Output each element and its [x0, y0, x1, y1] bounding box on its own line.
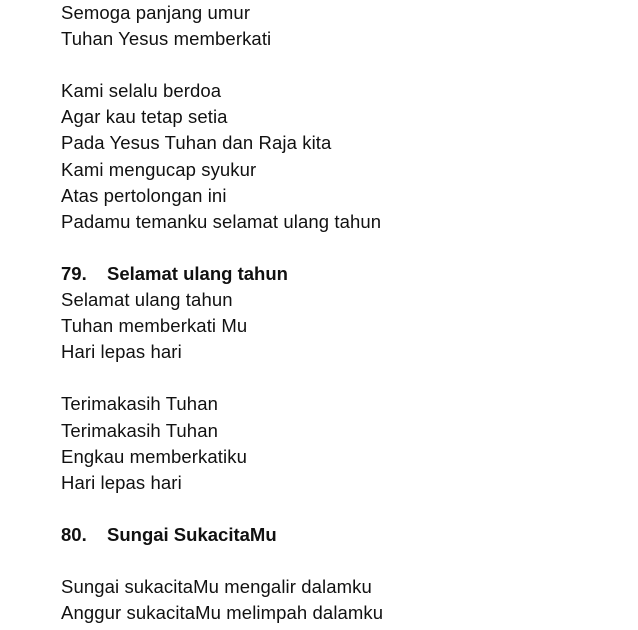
- lyric-line: Kami mengucap syukur: [61, 158, 257, 180]
- song-title: Selamat ulang tahun: [107, 262, 288, 284]
- lyric-line: Engkau memberkatiku: [61, 445, 247, 467]
- song-title: Sungai SukacitaMu: [107, 523, 277, 545]
- lyric-line: Terimakasih Tuhan: [61, 419, 218, 441]
- lyrics-page: [61, 0, 621, 626]
- song-78-stanza-2: [61, 78, 621, 235]
- stanza-spacer: [61, 235, 621, 261]
- lyric-line: Tuhan Yesus memberkati: [61, 28, 272, 50]
- lyric-line: Hari lepas hari: [61, 341, 182, 363]
- lyric-line: Agar kau tetap setia: [61, 106, 228, 128]
- stanza-spacer: [61, 52, 621, 78]
- lyric-line: Kami selalu berdoa: [61, 80, 222, 102]
- lyric-line: Tuhan memberkati Mu: [61, 315, 248, 337]
- song-78-stanza-1: [61, 0, 621, 52]
- lyric-line: Selamat ulang tahun: [61, 289, 233, 311]
- lyric-line: Atas pertolongan ini: [61, 184, 227, 206]
- song-79-heading: [61, 261, 621, 287]
- lyric-line: Sungai sukacitaMu mengalir dalamku: [61, 576, 372, 598]
- song-79-stanza-2: [61, 391, 621, 495]
- lyric-line: Anggur sukacitaMu melimpah dalamku: [61, 602, 384, 624]
- stanza-spacer: [61, 365, 621, 391]
- stanza-spacer: [61, 496, 621, 522]
- lyric-line: Padamu temanku selamat ulang tahun: [61, 210, 382, 232]
- song-number: 80.: [61, 523, 87, 545]
- stanza-spacer: [61, 548, 621, 574]
- lyric-line: Semoga panjang umur: [61, 2, 251, 23]
- lyric-line: Pada Yesus Tuhan dan Raja kita: [61, 132, 332, 154]
- song-80-heading: [61, 522, 621, 548]
- song-number: 79.: [61, 262, 87, 284]
- song-80-stanza-1: [61, 574, 621, 626]
- lyric-line: Hari lepas hari: [61, 471, 182, 493]
- song-79-stanza-1: [61, 287, 621, 365]
- lyric-line: Terimakasih Tuhan: [61, 393, 218, 415]
